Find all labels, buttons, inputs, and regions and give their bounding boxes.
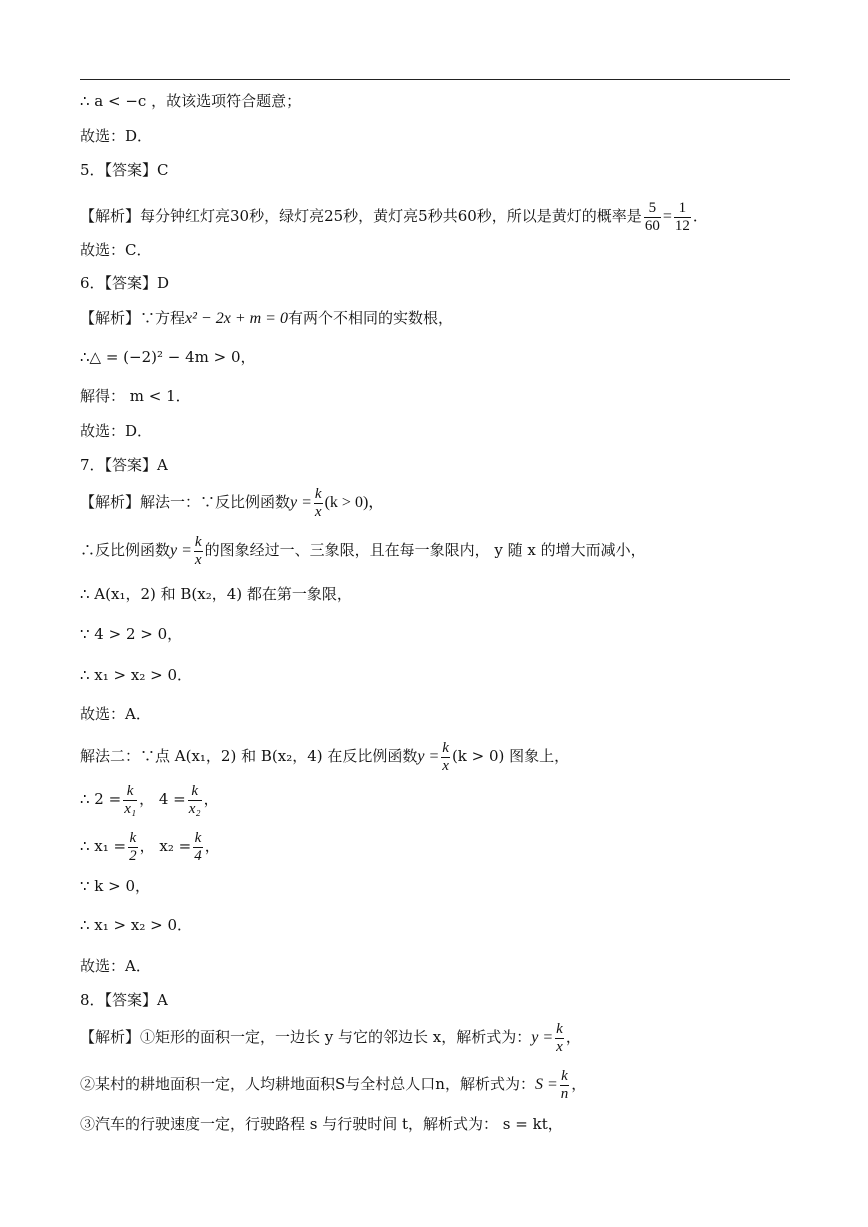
answer-5: 5．【答案】C [80, 161, 169, 179]
fraction-k-2: $\frac{k}{2}$ [129, 829, 137, 864]
analysis-7-quadrant: ∴ A(x₁，2) 和 B(x₂，4) 都在第一象限， [80, 585, 352, 603]
analysis-7-result: ∴ x₁ > x₂ > 0． [80, 666, 193, 684]
analysis-6-solution: 解得： m < 1． [80, 387, 191, 405]
analysis-8-item3: ③汽车的行驶速度一定，行驶路程 s 与行驶时间 t，解析式为： s = kt， [80, 1115, 563, 1133]
line-choice-d-2: 故选：D． [80, 422, 153, 440]
analysis-7-k-positive: ∵ k > 0， [80, 877, 151, 895]
analysis-7-property: ∴反比例函数y = $\frac{k}{x}$ 的图象经过一、三象限，且在每一象限内， y 随 x 的增大而减小， [80, 533, 646, 568]
analysis-6-discriminant: ∴△ = (−2)² − 4m > 0， [80, 348, 256, 366]
fraction-k-x-2: $\frac{k}{x}$ [194, 533, 202, 568]
analysis-7-compare: ∵ 4 > 2 > 0， [80, 625, 183, 643]
answer-8: 8．【答案】A [80, 991, 168, 1009]
analysis-7-substitute: ∴ 2 = $\frac{k}{\text{x₁}}$ ， 4 = $\frac{k}{\text{x₂}}$ ， [80, 782, 219, 817]
fraction-k-x: $\frac{k}{x}$ [314, 485, 322, 520]
fraction-k-n: $\frac{k}{n}$ [560, 1067, 569, 1102]
analysis-7-method1: 【解析】解法一：∵反比例函数y = $\frac{k}{x}$ (k > 0)， [80, 485, 385, 520]
fraction-k-x2: $\frac{k}{\text{x₂}}$ [188, 782, 201, 817]
fraction-k-x-4: $\frac{k}{x}$ [556, 1020, 563, 1055]
fraction-k-x-3: $\frac{k}{x}$ [442, 739, 449, 774]
analysis-7-result-2: ∴ x₁ > x₂ > 0． [80, 916, 193, 934]
fraction-5-60: $\frac{5}{60}$ [644, 199, 660, 234]
analysis-8-item2: ②某村的耕地面积一定，人均耕地面积S与全村总人口n，解析式为：S = $\frac{k}{n}$ ， [80, 1067, 587, 1102]
analysis-8-item1: 【解析】①矩形的面积一定，一边长 y 与它的邻边长 x，解析式为：y = $\frac{k}{x}$ ， [80, 1020, 581, 1055]
line-conclusion-a: ∴ a < −c ，故该选项符合题意； [80, 92, 302, 110]
analysis-7-solve: ∴ x₁ = $\frac{k}{2}$ ， x₂ = $\frac{k}{4}$ ， [80, 829, 220, 864]
fraction-k-4: $\frac{k}{4}$ [194, 829, 202, 864]
quadratic-equation: x² − 2x + m = 0 [185, 310, 288, 327]
analysis-5-text: 【解析】每分钟红灯亮30秒，绿灯亮25秒，黄灯亮5秒共60秒，所以是黄灯的概率是 [80, 207, 642, 225]
fraction-k-x1: $\frac{k}{\text{x₁}}$ [124, 782, 137, 817]
line-choice-a: 故选：A． [80, 705, 151, 723]
line-choice-a-2: 故选：A． [80, 957, 151, 975]
answer-6: 6．【答案】D [80, 274, 170, 292]
header-rule [80, 79, 790, 80]
analysis-7-method2: 解法二：∵点 A(x₁，2) 和 B(x₂，4) 在反比例函数y = $\frac{k}{x}$ (k > 0) 图象上， [80, 739, 570, 774]
analysis-5: 【解析】每分钟红灯亮30秒，绿灯亮25秒，黄灯亮5秒共60秒，所以是黄灯的概率是 $\frac{5}{60}$ = $\frac{1}{12}$ ． [80, 199, 708, 234]
line-choice-d: 故选：D． [80, 127, 153, 145]
line-choice-c: 故选：C． [80, 241, 152, 259]
fraction-1-12: $\frac{1}{12}$ [674, 199, 690, 234]
analysis-6-equation: 【解析】∵方程x² − 2x + m = 0有两个不相同的实数根， [80, 309, 453, 327]
answer-7: 7．【答案】A [80, 456, 168, 474]
